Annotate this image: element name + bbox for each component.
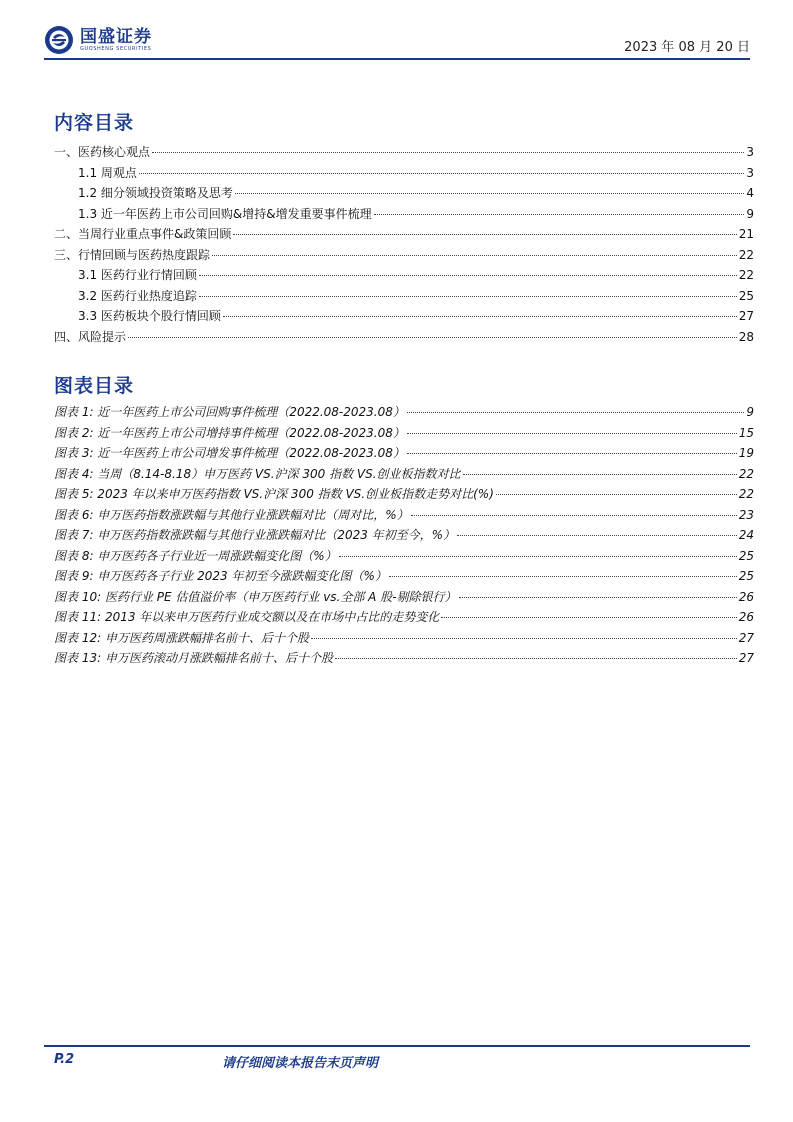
dot-leader bbox=[463, 474, 737, 475]
footer-divider bbox=[44, 1045, 750, 1047]
toc-list bbox=[54, 143, 754, 348]
logo-english-name: GUOSHENG SECURITIES bbox=[80, 45, 152, 52]
dot-leader bbox=[128, 337, 737, 338]
entry-page-number: 19 bbox=[738, 446, 754, 460]
figure-entry[interactable] bbox=[54, 526, 754, 547]
entry-label: 图表 8: 申万医药各子行业近一周涨跌幅变化图（%） bbox=[54, 548, 337, 563]
toc-entry[interactable] bbox=[54, 266, 754, 287]
entry-label: 图表 13: 申万医药滚动月涨跌幅排名前十、后十个股 bbox=[54, 651, 333, 665]
entry-label: 三、行情回顾与医药热度跟踪 bbox=[54, 247, 211, 262]
logo-chinese-name: 国盛证券 bbox=[80, 26, 152, 47]
figure-list-title: 图表目录 bbox=[54, 375, 135, 397]
entry-page-number: 3 bbox=[746, 145, 754, 159]
entry-page-number: 25 bbox=[738, 288, 754, 303]
figure-entry[interactable] bbox=[54, 485, 754, 506]
figure-entry[interactable] bbox=[54, 588, 754, 609]
entry-label: 二、当周行业重点事件&政策回顾 bbox=[54, 227, 232, 241]
toc-entry[interactable] bbox=[54, 164, 754, 185]
toc-entry[interactable] bbox=[54, 246, 754, 267]
entry-label: 3.1 医药行业行情回顾 bbox=[78, 268, 197, 282]
page-header bbox=[44, 22, 750, 60]
figure-entry[interactable] bbox=[54, 506, 754, 527]
dot-leader bbox=[311, 638, 737, 639]
entry-label: 图表 9: 申万医药各子行业 2023 年初至今涨跌幅变化图（%） bbox=[54, 569, 387, 583]
entry-label: 图表 2: 近一年医药上市公司增持事件梳理（2022.08-2023.08） bbox=[54, 425, 405, 440]
figure-entry[interactable] bbox=[54, 547, 754, 568]
figure-entry[interactable] bbox=[54, 403, 754, 424]
entry-label: 1.1 周观点 bbox=[78, 165, 137, 180]
figure-entry[interactable] bbox=[54, 608, 754, 629]
toc-entry[interactable] bbox=[54, 143, 754, 164]
dot-leader bbox=[407, 453, 737, 454]
entry-page-number: 24 bbox=[738, 528, 754, 542]
entry-page-number: 22 bbox=[738, 247, 754, 262]
dot-leader bbox=[199, 296, 737, 297]
entry-page-number: 25 bbox=[738, 548, 754, 563]
toc-entry[interactable] bbox=[54, 307, 754, 328]
entry-page-number: 15 bbox=[738, 425, 754, 440]
entry-label: 一、医药核心观点 bbox=[54, 145, 151, 159]
dot-leader bbox=[212, 255, 737, 256]
entry-label: 图表 1: 近一年医药上市公司回购事件梳理（2022.08-2023.08） bbox=[54, 405, 405, 419]
entry-label: 图表 4: 当周（8.14-8.18）申万医药 VS.沪深 300 指数 VS.创业板指数对比 bbox=[54, 466, 461, 481]
dot-leader bbox=[407, 433, 737, 434]
page-number: P.2 bbox=[54, 1052, 75, 1067]
entry-label: 图表 12: 申万医药周涨跌幅排名前十、后十个股 bbox=[54, 630, 309, 645]
entry-page-number: 9 bbox=[746, 206, 754, 221]
entry-page-number: 26 bbox=[738, 589, 754, 604]
entry-page-number: 21 bbox=[738, 227, 754, 241]
header-divider bbox=[44, 58, 750, 60]
dot-leader bbox=[389, 576, 737, 577]
toc-entry[interactable] bbox=[54, 287, 754, 308]
entry-page-number: 3 bbox=[746, 165, 754, 180]
dot-leader bbox=[411, 515, 737, 516]
entry-page-number: 9 bbox=[746, 405, 754, 419]
entry-page-number: 27 bbox=[738, 309, 754, 323]
toc-entry[interactable] bbox=[54, 225, 754, 246]
entry-label: 图表 7: 申万医药指数涨跌幅与其他行业涨跌幅对比（2023 年初至今，%） bbox=[54, 528, 456, 542]
report-date: 2023 年 08 月 20 日 bbox=[624, 40, 750, 55]
figure-entry[interactable] bbox=[54, 629, 754, 650]
entry-label: 图表 6: 申万医药指数涨跌幅与其他行业涨跌幅对比（周对比，%） bbox=[54, 507, 409, 522]
dot-leader bbox=[199, 275, 737, 276]
entry-page-number: 26 bbox=[738, 610, 754, 624]
figure-entry[interactable] bbox=[54, 649, 754, 670]
company-logo bbox=[44, 22, 152, 58]
figure-entry[interactable] bbox=[54, 465, 754, 486]
figure-entry[interactable] bbox=[54, 424, 754, 445]
entry-label: 图表 11: 2013 年以来申万医药行业成交额以及在市场中占比的走势变化 bbox=[54, 610, 440, 624]
entry-label: 1.3 近一年医药上市公司回购&增持&增发重要事件梳理 bbox=[78, 206, 372, 221]
entry-page-number: 22 bbox=[738, 268, 754, 282]
dot-leader bbox=[374, 214, 745, 215]
entry-label: 3.3 医药板块个股行情回顾 bbox=[78, 309, 221, 323]
entry-label: 1.2 细分领域投资策略及思考 bbox=[78, 186, 233, 200]
entry-label: 图表 5: 2023 年以来申万医药指数 VS.沪深 300 指数 VS.创业板指数走势对比(%) bbox=[54, 487, 494, 501]
entry-page-number: 25 bbox=[738, 569, 754, 583]
entry-label: 图表 3: 近一年医药上市公司增发事件梳理（2022.08-2023.08） bbox=[54, 446, 405, 460]
dot-leader bbox=[441, 617, 736, 618]
dot-leader bbox=[233, 234, 736, 235]
entry-page-number: 23 bbox=[738, 507, 754, 522]
entry-page-number: 27 bbox=[738, 630, 754, 645]
dot-leader bbox=[223, 316, 737, 317]
dot-leader bbox=[152, 152, 744, 153]
entry-label: 3.2 医药行业热度追踪 bbox=[78, 288, 197, 303]
dot-leader bbox=[139, 173, 744, 174]
entry-label: 四、风险提示 bbox=[54, 329, 127, 344]
dot-leader bbox=[459, 597, 737, 598]
toc-title: 内容目录 bbox=[54, 112, 135, 134]
dot-leader bbox=[335, 658, 737, 659]
toc-entry[interactable] bbox=[54, 205, 754, 226]
guosheng-logo-icon bbox=[44, 25, 74, 55]
figure-entry[interactable] bbox=[54, 567, 754, 588]
dot-leader bbox=[339, 556, 737, 557]
dot-leader bbox=[407, 412, 744, 413]
footer-disclaimer: 请仔细阅读本报告末页声明 bbox=[222, 1056, 379, 1071]
figure-list bbox=[54, 403, 754, 670]
dot-leader bbox=[496, 494, 737, 495]
toc-entry[interactable] bbox=[54, 184, 754, 205]
dot-leader bbox=[235, 193, 744, 194]
toc-entry[interactable] bbox=[54, 328, 754, 349]
entry-page-number: 28 bbox=[738, 329, 754, 344]
entry-page-number: 27 bbox=[738, 651, 754, 665]
entry-page-number: 22 bbox=[738, 487, 754, 501]
entry-page-number: 22 bbox=[738, 466, 754, 481]
figure-entry[interactable] bbox=[54, 444, 754, 465]
entry-label: 图表 10: 医药行业 PE 估值溢价率（申万医药行业 vs.全部 A 股-剔除银行） bbox=[54, 589, 457, 604]
dot-leader bbox=[457, 535, 737, 536]
entry-page-number: 4 bbox=[746, 186, 754, 200]
